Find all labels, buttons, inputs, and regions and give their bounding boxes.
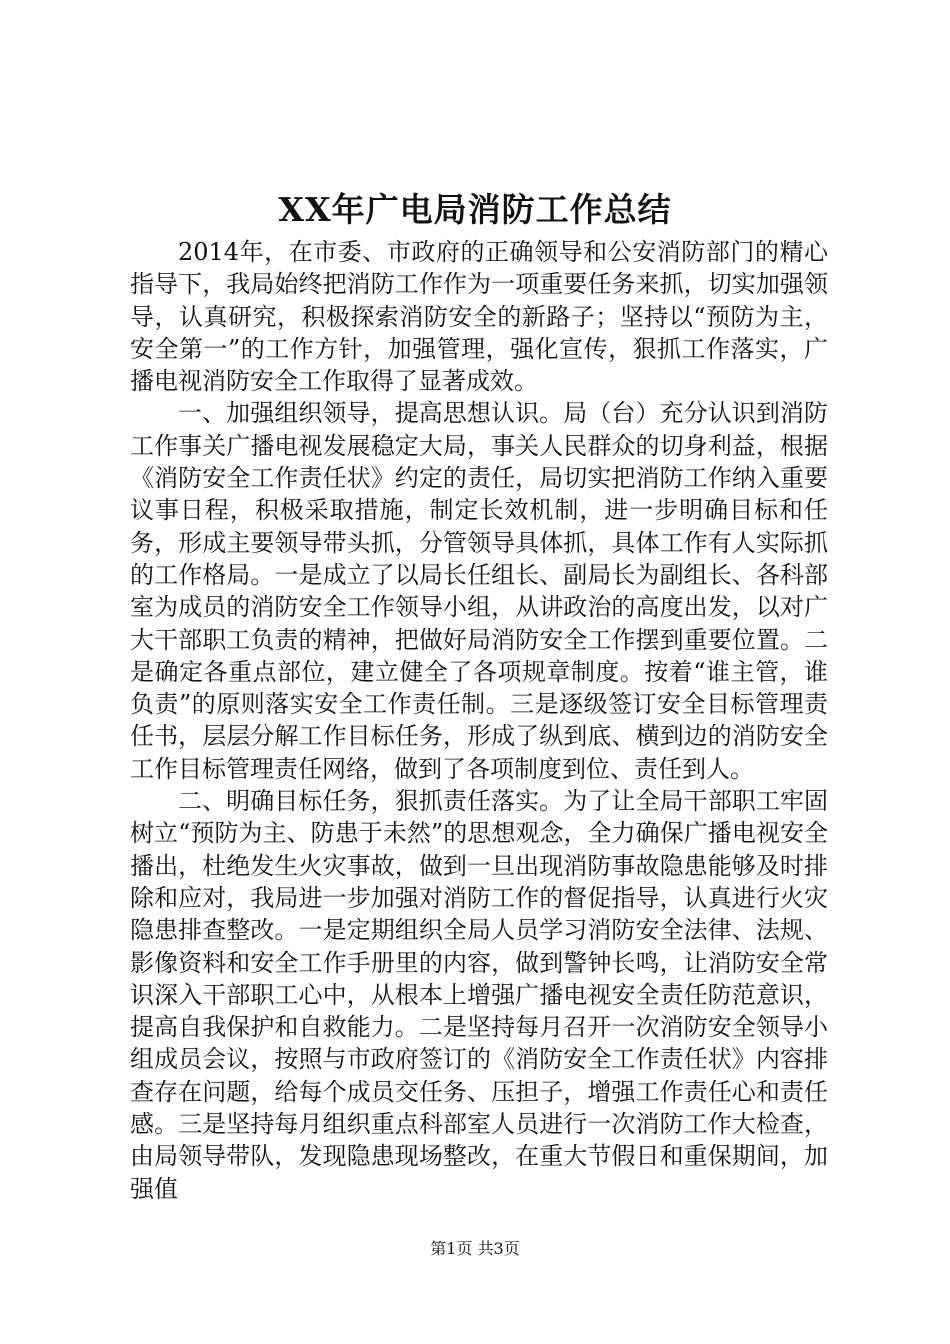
document-title: XX年广电局消防工作总结 (278, 190, 672, 229)
document-body (130, 236, 828, 1205)
page-footer: 第1页 共3页 (430, 1239, 520, 1258)
paragraph-intro: 2014年，在市委、市政府的正确领导和公安消防部门的精心指导下，我局始终把消防工作作为一项重要任务来抓，切实加强领导，认真研究，积极探索消防安全的新路子；坚持以“预防为主，安全第一”的工作方针，加强管理，强化宣传，狠抓工作落实，广播电视消防安全工作取得了显著成效。 (130, 238, 828, 396)
paragraph-section-2: 二、明确目标任务，狠抓责任落实。为了让全局干部职工牢固树立“预防为主、防患于未然”的思想观念，全力确保广播电视安全播出，杜绝发生火灾事故，做到一旦出现消防事故隐患能够及时排除和应对，我局进一步加强对消防工作的督促指导，认真进行火灾隐患排查整改。一是定期组织全局人员学习消防安全法律、法规、影像资料和安全工作手册里的内容，做到警钟长鸣，让消防安全常识深入干部职工心中，从根本上增强广播电视安全责任防范意识，提高自我保护和自救能力。二是坚持每月召开一次消防安全领导小组成员会议，按照与市政府签订的《消防安全工作责任状》内容排查存在问题，给每个成员交任务、压担子，增强工作责任心和责任感。三是坚持每月组织重点科部室人员进行一次消防工作大检查，由局领导带队，发现隐患现场整改，在重大节假日和重保期间，加强值 (130, 787, 828, 1203)
paragraph-section-1: 一、加强组织领导，提高思想认识。局（台）充分认识到消防工作事关广播电视发展稳定大局，事关人民群众的切身利益，根据《消防安全工作责任状》约定的责任，局切实把消防工作纳入重要议事日程，积极采取措施，制定长效机制，进一步明确目标和任务，形成主要领导带头抓，分管领导具体抓，具体工作有人实际抓的工作格局。一是成立了以局长任组长、副局长为副组长、各科部室为成员的消防安全工作领导小组，从讲政治的高度出发，以对广大干部职工负责的精神，把做好局消防安全工作摆到重要位置。二是确定各重点部位，建立健全了各项规章制度。按着“谁主管，谁负责”的原则落实安全工作责任制。三是逐级签订安全目标管理责任书，层层分解工作目标任务，形成了纵到底、横到边的消防安全工作目标管理责任网络，做到了各项制度到位、责任到人。 (130, 399, 828, 783)
